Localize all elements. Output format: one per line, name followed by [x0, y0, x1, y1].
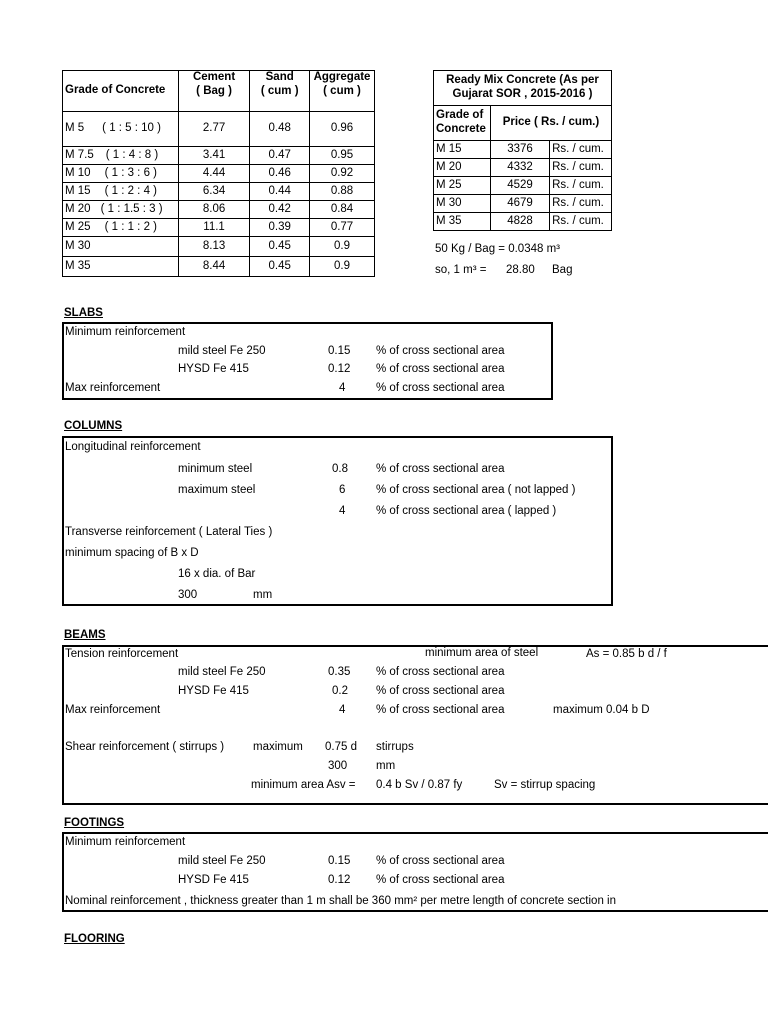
rmc-unit-cell: Rs. / cum. — [550, 195, 612, 213]
grade-mix: ( 1 : 1.5 : 3 ) — [100, 202, 163, 215]
table-row — [63, 183, 375, 201]
slabs-max-desc: % of cross sectional area — [376, 382, 505, 394]
slabs-hysd-label: HYSD Fe 415 — [178, 363, 249, 375]
grade-name: M 15 — [65, 184, 91, 197]
aggregate-cell: 0.77 — [310, 219, 375, 237]
footings-hysd-desc: % of cross sectional area — [376, 874, 505, 886]
beams-shear-mm-value: 300 — [328, 760, 348, 772]
header-sand-line2: ( cum ) — [260, 84, 299, 97]
ready-mix-table — [433, 70, 612, 231]
rmc-grade-cell: M 20 — [434, 159, 491, 177]
sand-cell: 0.44 — [250, 183, 310, 201]
columns-min-desc: % of cross sectional area — [376, 463, 505, 475]
aggregate-cell: 0.92 — [310, 165, 375, 183]
aggregate-cell: 0.88 — [310, 183, 375, 201]
beams-max-label: Max reinforcement — [65, 704, 161, 716]
sand-cell: 0.47 — [250, 147, 310, 165]
cement-cell: 8.44 — [178, 257, 250, 277]
rmc-header-row — [434, 106, 612, 141]
grade-cell — [63, 237, 179, 257]
footings-mild-value: 0.15 — [328, 855, 351, 867]
grade-cell — [63, 147, 179, 165]
grade-mix: ( 1 : 5 : 10 ) — [102, 122, 161, 135]
header-sand — [250, 71, 310, 112]
columns-box — [62, 436, 613, 606]
footings-mild-desc: % of cross sectional area — [376, 855, 505, 867]
rmc-price-cell: 4529 — [490, 177, 549, 195]
header-cement-line1: Cement — [192, 71, 236, 83]
table-row — [63, 237, 375, 257]
rmc-header-grade — [434, 106, 491, 141]
beams-shear-unit: stirrups — [376, 741, 414, 753]
header-cement-line2: ( Bag ) — [196, 84, 232, 97]
columns-lapped-desc: % of cross sectional area ( lapped ) — [376, 505, 557, 517]
columns-dia-label: 16 x dia. of Bar — [178, 568, 256, 580]
table-row — [434, 159, 612, 177]
beams-asv-formula: 0.4 b Sv / 0.87 fy — [376, 779, 463, 791]
grade-cell — [63, 219, 179, 237]
beams-asv-label: minimum area Asv = — [251, 779, 356, 791]
footings-hysd-value: 0.12 — [328, 874, 351, 886]
concrete-table-header — [63, 71, 375, 112]
columns-min-label: minimum steel — [178, 463, 253, 475]
rmc-price-cell: 4828 — [490, 213, 549, 231]
slabs-min-label: Minimum reinforcement — [65, 326, 186, 338]
header-grade: Grade of Concrete — [63, 71, 179, 112]
header-cement — [178, 71, 250, 112]
grade-name: M 25 — [65, 220, 91, 233]
cum-to-bag-value: 28.80 — [506, 264, 535, 276]
slabs-box — [62, 322, 553, 400]
rmc-title-row — [434, 71, 612, 106]
footings-hysd-label: HYSD Fe 415 — [178, 874, 249, 886]
footings-heading: FOOTINGS — [64, 817, 125, 829]
columns-heading: COLUMNS — [64, 420, 123, 432]
grade-mix: ( 1 : 1 : 2 ) — [104, 220, 157, 233]
columns-trans-label: Transverse reinforcement ( Lateral Ties ) — [65, 526, 273, 538]
columns-max-value: 6 — [339, 484, 346, 496]
rmc-title — [434, 71, 612, 106]
beams-max-desc: % of cross sectional area — [376, 704, 505, 716]
rmc-title-line2: Gujarat SOR , 2015-2016 ) — [452, 88, 593, 100]
sand-cell: 0.42 — [250, 201, 310, 219]
beams-mild-label: mild steel Fe 250 — [178, 666, 266, 678]
cement-cell: 3.41 — [178, 147, 250, 165]
header-sand-line1: Sand — [265, 71, 294, 83]
rmc-price-cell: 4679 — [490, 195, 549, 213]
grade-name: M 30 — [65, 239, 91, 252]
rmc-price-cell: 3376 — [490, 141, 549, 159]
rmc-header-grade-line2: Concrete — [436, 123, 486, 135]
aggregate-cell: 0.9 — [310, 257, 375, 277]
footings-box — [62, 832, 768, 912]
aggregate-cell: 0.95 — [310, 147, 375, 165]
rmc-unit-cell: Rs. / cum. — [550, 141, 612, 159]
cement-cell: 2.77 — [178, 112, 250, 147]
rmc-price-cell: 4332 — [490, 159, 549, 177]
grade-name: M 20 — [65, 202, 91, 215]
beams-box — [62, 645, 768, 805]
header-aggregate — [310, 71, 375, 112]
table-row — [434, 213, 612, 231]
grade-cell — [63, 183, 179, 201]
beams-heading: BEAMS — [64, 629, 106, 641]
cement-cell: 4.44 — [178, 165, 250, 183]
aggregate-cell: 0.96 — [310, 112, 375, 147]
beams-shear-mm-unit: mm — [376, 760, 396, 772]
slabs-heading: SLABS — [64, 307, 103, 319]
grade-mix: ( 1 : 4 : 8 ) — [105, 148, 159, 161]
sand-cell: 0.39 — [250, 219, 310, 237]
rmc-unit-cell: Rs. / cum. — [550, 213, 612, 231]
beams-shear-value: 0.75 d — [325, 741, 357, 753]
columns-mm-unit: mm — [253, 589, 273, 601]
beams-shear-max: maximum — [253, 741, 303, 753]
columns-max-label: maximum steel — [178, 484, 256, 496]
grade-cell — [63, 165, 179, 183]
beams-mild-value: 0.35 — [328, 666, 351, 678]
sand-cell: 0.48 — [250, 112, 310, 147]
grade-name: M 7.5 — [65, 148, 94, 161]
slabs-mild-label: mild steel Fe 250 — [178, 345, 266, 357]
cum-to-bag-unit: Bag — [552, 264, 573, 276]
header-aggregate-line2: ( cum ) — [323, 84, 361, 97]
cum-to-bag-label: so, 1 m³ = — [435, 264, 487, 276]
aggregate-cell: 0.84 — [310, 201, 375, 219]
columns-long-label: Longitudinal reinforcement — [65, 441, 201, 453]
grade-mix: ( 1 : 2 : 4 ) — [104, 184, 157, 197]
cement-cell: 6.34 — [178, 183, 250, 201]
table-row — [63, 201, 375, 219]
grade-mix: ( 1 : 3 : 6 ) — [104, 166, 157, 179]
columns-spacing-label: minimum spacing of B x D — [65, 547, 199, 559]
grade-cell — [63, 257, 179, 277]
beams-as-formula: As = 0.85 b d / f — [586, 648, 667, 660]
slabs-hysd-desc: % of cross sectional area — [376, 363, 505, 375]
aggregate-cell: 0.9 — [310, 237, 375, 257]
beams-max-bd: maximum 0.04 b D — [553, 704, 650, 716]
columns-min-value: 0.8 — [332, 463, 348, 475]
rmc-header-grade-line1: Grade of — [436, 109, 484, 122]
rmc-unit-cell: Rs. / cum. — [550, 159, 612, 177]
cement-cell: 11.1 — [178, 219, 250, 237]
slabs-hysd-value: 0.12 — [328, 363, 351, 375]
table-row — [434, 195, 612, 213]
bag-conversion-note: 50 Kg / Bag = 0.0348 m³ — [435, 243, 560, 255]
slabs-max-value: 4 — [339, 382, 346, 394]
concrete-mix-table — [62, 70, 375, 277]
cement-cell: 8.06 — [178, 201, 250, 219]
table-row — [63, 165, 375, 183]
beams-shear-label: Shear reinforcement ( stirrups ) — [65, 741, 225, 753]
table-row — [434, 177, 612, 195]
slabs-mild-desc: % of cross sectional area — [376, 345, 505, 357]
grade-name: M 5 — [65, 122, 85, 135]
slabs-mild-value: 0.15 — [328, 345, 351, 357]
footings-mild-label: mild steel Fe 250 — [178, 855, 266, 867]
table-row — [63, 219, 375, 237]
table-row — [434, 141, 612, 159]
rmc-grade-cell: M 25 — [434, 177, 491, 195]
rmc-unit-cell: Rs. / cum. — [550, 177, 612, 195]
table-row — [63, 147, 375, 165]
columns-lapped-value: 4 — [339, 505, 346, 517]
sand-cell: 0.45 — [250, 237, 310, 257]
beams-sv-note: Sv = stirrup spacing — [494, 779, 596, 791]
cement-cell: 8.13 — [178, 237, 250, 257]
slabs-max-label: Max reinforcement — [65, 382, 161, 394]
beams-max-value: 4 — [339, 704, 346, 716]
grade-cell — [63, 112, 179, 147]
beams-hysd-label: HYSD Fe 415 — [178, 685, 249, 697]
beams-mild-desc: % of cross sectional area — [376, 666, 505, 678]
table-row — [63, 257, 375, 277]
columns-mm-value: 300 — [178, 589, 198, 601]
beams-min-area-label: minimum area of steel — [425, 647, 539, 659]
footings-nominal: Nominal reinforcement , thickness greater than 1 m shall be 360 mm² per metre length of concrete section in — [65, 895, 616, 907]
rmc-grade-cell: M 35 — [434, 213, 491, 231]
header-aggregate-line1: Aggregate — [313, 71, 371, 83]
columns-max-desc: % of cross sectional area ( not lapped ) — [376, 484, 576, 496]
grade-cell — [63, 201, 179, 219]
flooring-heading: FLOORING — [64, 933, 125, 945]
grade-name: M 35 — [65, 259, 91, 272]
beams-tension-label: Tension reinforcement — [65, 648, 179, 660]
table-row — [63, 112, 375, 147]
rmc-grade-cell: M 30 — [434, 195, 491, 213]
rmc-grade-cell: M 15 — [434, 141, 491, 159]
sand-cell: 0.45 — [250, 257, 310, 277]
sand-cell: 0.46 — [250, 165, 310, 183]
grade-name: M 10 — [65, 166, 91, 179]
beams-hysd-value: 0.2 — [332, 685, 348, 697]
rmc-title-line1: Ready Mix Concrete (As per — [446, 74, 599, 87]
rmc-header-price: Price ( Rs. / cum.) — [490, 106, 611, 141]
beams-hysd-desc: % of cross sectional area — [376, 685, 505, 697]
footings-min-label: Minimum reinforcement — [65, 836, 186, 848]
